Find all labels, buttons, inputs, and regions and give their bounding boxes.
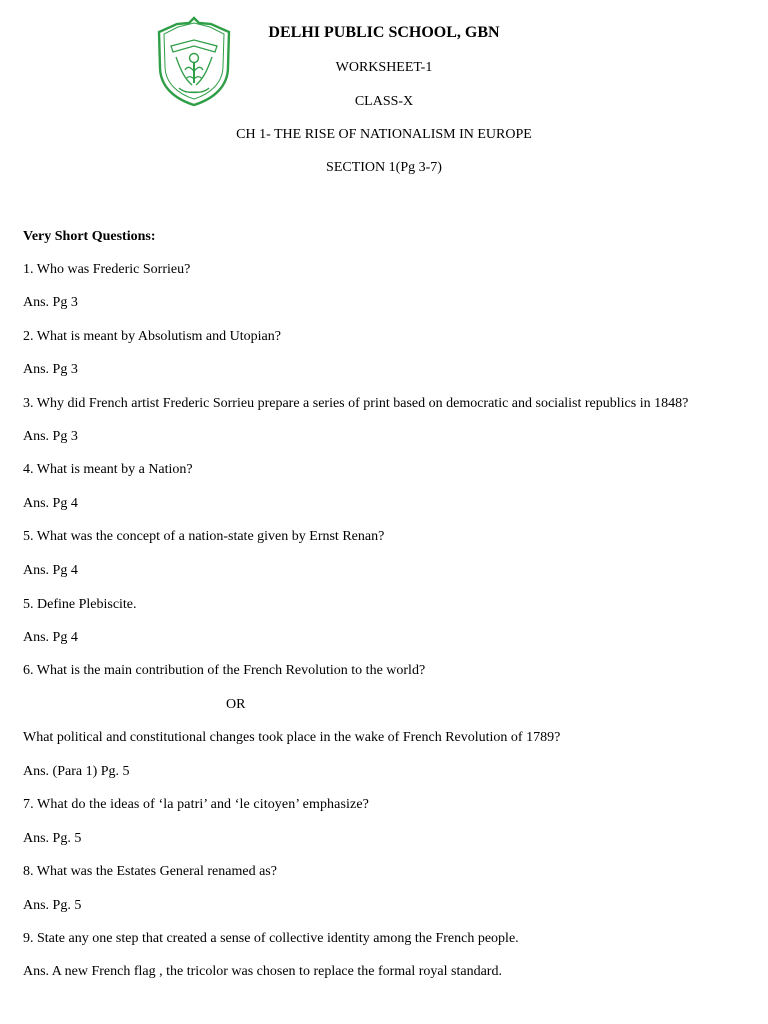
question-6: 6. What is the main contribution of the French Revolution to the world? bbox=[23, 663, 426, 678]
answer-4: Ans. Pg 4 bbox=[23, 496, 78, 511]
section-heading: Very Short Questions: bbox=[23, 229, 156, 244]
worksheet-title: WORKSHEET-1 bbox=[335, 60, 433, 75]
school-name: DELHI PUBLIC SCHOOL, GBN bbox=[268, 24, 500, 41]
answer-5b: Ans. Pg 4 bbox=[23, 630, 78, 645]
question-6-alternate: What political and constitutional changes took place in the wake of French Revolution of 1789? bbox=[23, 730, 561, 745]
question-5a: 5. What was the concept of a nation-state given by Ernst Renan? bbox=[23, 529, 385, 544]
answer-9: Ans. A new French flag , the tricolor was chosen to replace the formal royal standard. bbox=[23, 964, 502, 979]
question-7: 7. What do the ideas of ‘la patri’ and ‘le citoyen’ emphasize? bbox=[23, 797, 369, 812]
answer-6: Ans. (Para 1) Pg. 5 bbox=[23, 764, 130, 779]
question-2: 2. What is meant by Absolutism and Utopian? bbox=[23, 329, 281, 344]
class-label: CLASS-X bbox=[354, 94, 414, 109]
answer-7: Ans. Pg. 5 bbox=[23, 831, 82, 846]
question-5b: 5. Define Plebiscite. bbox=[23, 597, 137, 612]
question-9: 9. State any one step that created a sense of collective identity among the French people. bbox=[23, 931, 519, 946]
question-8: 8. What was the Estates General renamed as? bbox=[23, 864, 277, 879]
question-3: 3. Why did French artist Frederic Sorrieu prepare a series of print based on democratic and socialist republics in 1848? bbox=[23, 396, 689, 411]
question-4: 4. What is meant by a Nation? bbox=[23, 462, 193, 477]
answer-1: Ans. Pg 3 bbox=[23, 295, 78, 310]
chapter-title: CH 1- THE RISE OF NATIONALISM IN EUROPE bbox=[236, 127, 532, 142]
answer-2: Ans. Pg 3 bbox=[23, 362, 78, 377]
question-1: 1. Who was Frederic Sorrieu? bbox=[23, 262, 191, 277]
answer-8: Ans. Pg. 5 bbox=[23, 898, 82, 913]
section-label: SECTION 1(Pg 3-7) bbox=[326, 160, 442, 175]
answer-5a: Ans. Pg 4 bbox=[23, 563, 78, 578]
or-separator: OR bbox=[226, 697, 246, 712]
answer-3: Ans. Pg 3 bbox=[23, 429, 78, 444]
